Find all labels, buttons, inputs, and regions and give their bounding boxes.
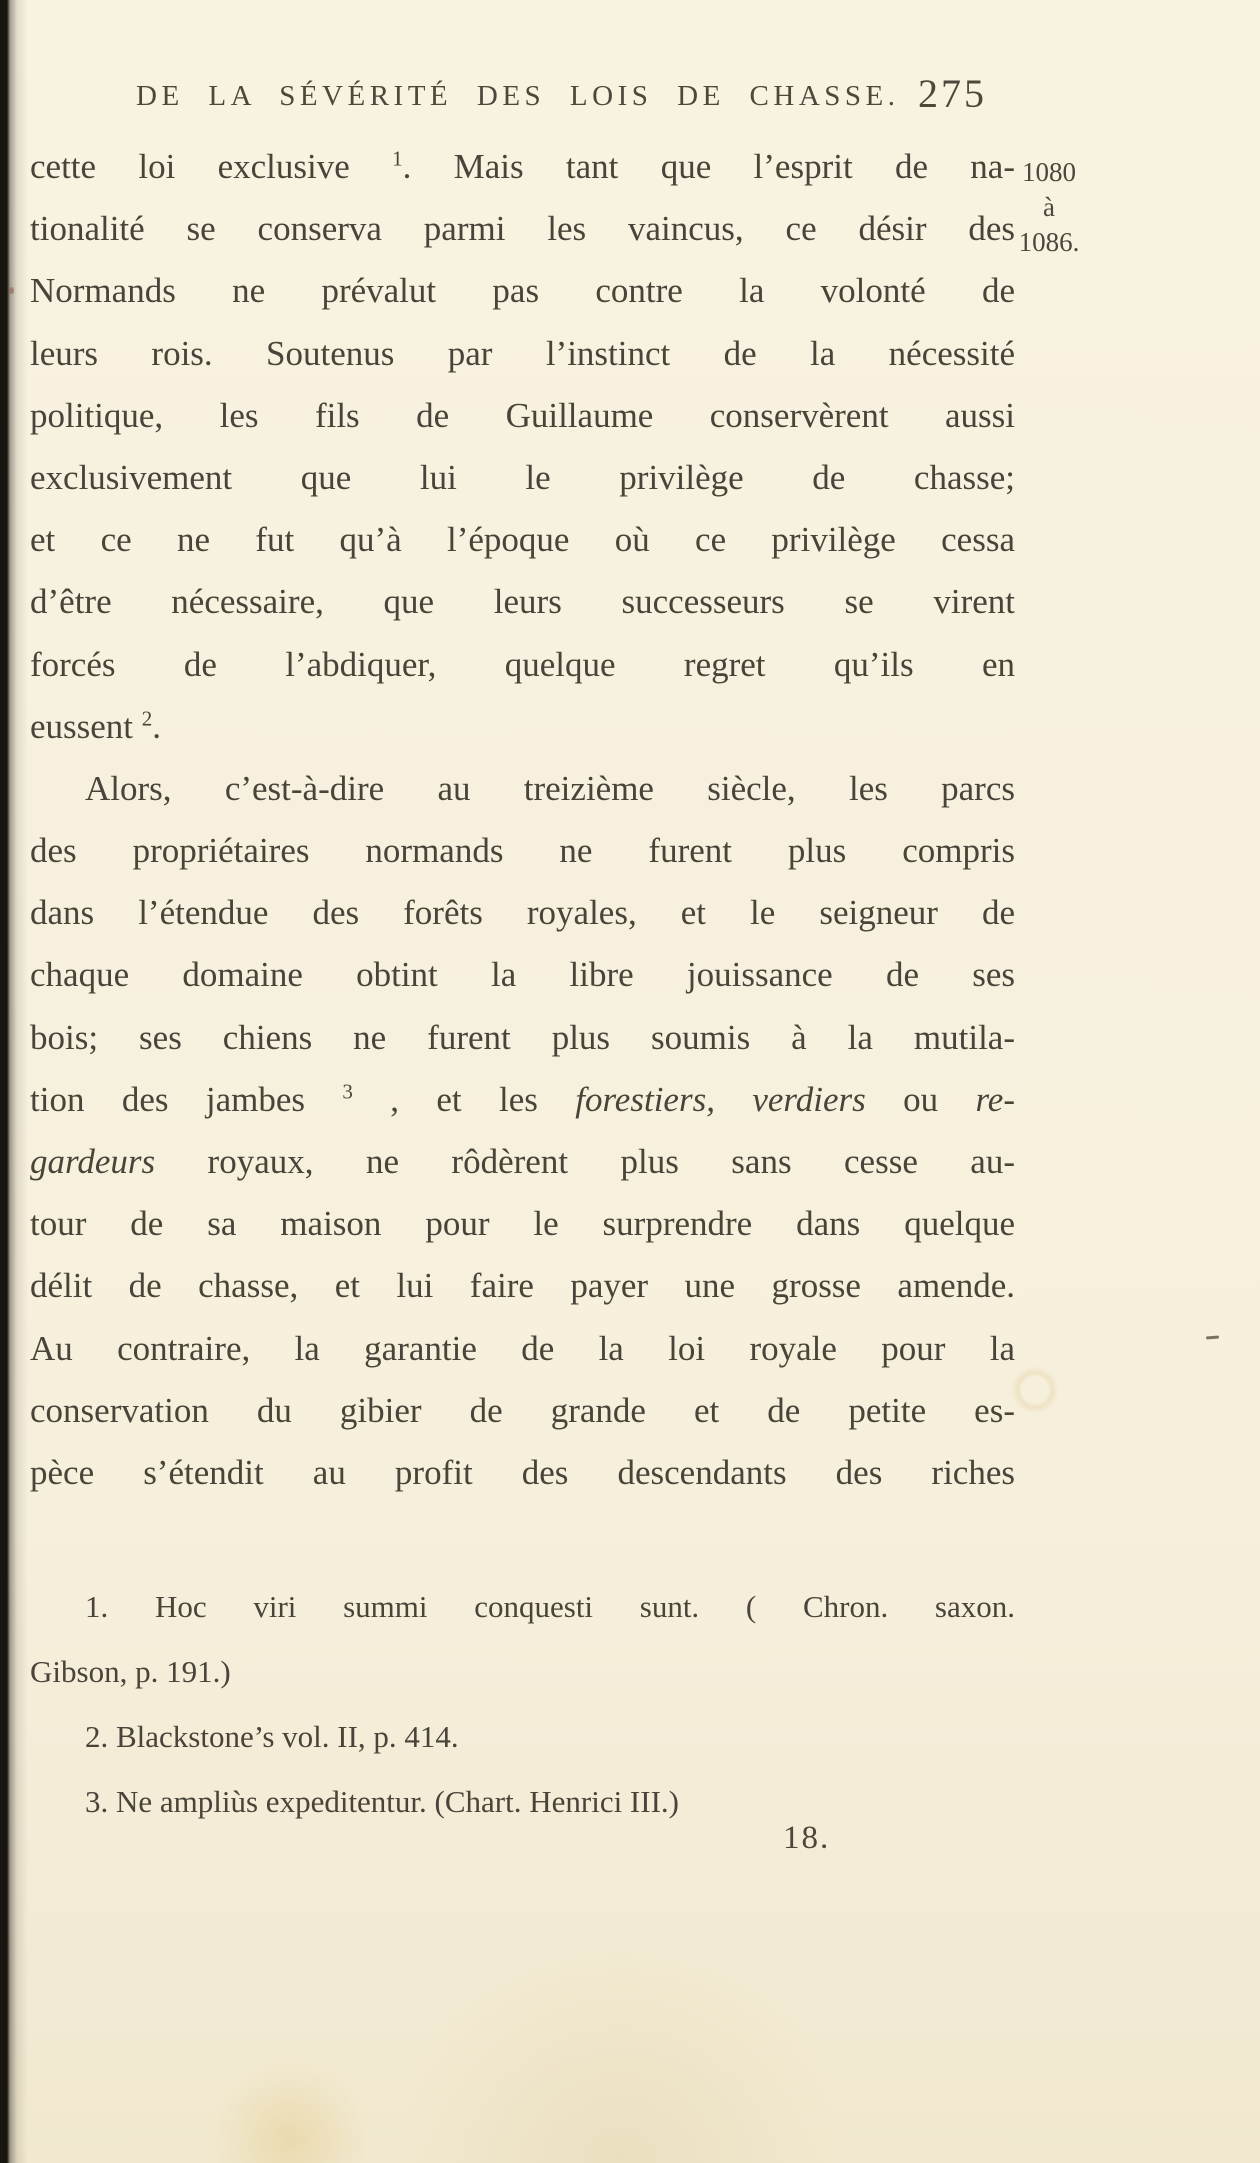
footnote-ref: 3 bbox=[342, 1079, 353, 1104]
text-line bbox=[30, 758, 1015, 820]
text-line bbox=[30, 198, 1015, 260]
text-line bbox=[30, 136, 1015, 198]
text-segment: ou bbox=[865, 1079, 976, 1119]
text-segment bbox=[715, 1080, 752, 1119]
text-line bbox=[30, 260, 1015, 322]
text-segment: délit de chasse, et lui faire payer une grosse amende. bbox=[30, 1266, 1015, 1306]
body-text bbox=[30, 136, 1015, 1504]
text-segment: re- bbox=[975, 1079, 1015, 1119]
text-line bbox=[30, 1639, 1015, 1704]
text-line bbox=[30, 385, 1015, 447]
text-segment: 1. Hoc viri summi conquesti sunt. ( Chron. saxon. bbox=[85, 1589, 1015, 1624]
text-segment: leurs rois. Soutenus par l’instinct de la nécessité bbox=[30, 333, 1015, 373]
ink-speck bbox=[1206, 1336, 1219, 1340]
text-line bbox=[30, 1769, 1015, 1834]
text-segment: . bbox=[152, 706, 162, 746]
margin-note-line: 1080 bbox=[1022, 157, 1076, 187]
text-segment: politique, les fils de Guillaume conservèrent aussi bbox=[30, 395, 1015, 435]
text-segment: 2. Blackstone’s vol. II, p. 414. bbox=[85, 1719, 459, 1754]
text-segment: et ce ne fut qu’à l’époque où ce privilège cessa bbox=[30, 520, 1015, 560]
text-segment: bois; ses chiens ne furent plus soumis à la mutila- bbox=[30, 1017, 1015, 1057]
text-line bbox=[30, 571, 1015, 633]
text-line bbox=[30, 447, 1015, 509]
text-line bbox=[30, 634, 1015, 696]
footnote-ref: 2 bbox=[141, 706, 153, 731]
margin-note-line: à bbox=[1043, 192, 1055, 222]
signature-mark: 18. bbox=[783, 1820, 831, 1856]
text-segment: Au contraire, la garantie de la loi royale pour la bbox=[30, 1328, 1015, 1368]
margin-date-note bbox=[1002, 155, 1096, 260]
text-line bbox=[30, 1574, 1015, 1639]
text-line bbox=[30, 1704, 1015, 1769]
text-segment: tion des jambes bbox=[30, 1079, 343, 1119]
text-line bbox=[30, 820, 1015, 882]
text-line bbox=[30, 1380, 1015, 1442]
text-segment: exclusivement que lui le privilège de chasse; bbox=[30, 457, 1015, 497]
text-segment: forestiers, bbox=[575, 1079, 715, 1119]
text-segment: Alors, c’est-à-dire au treizième siècle, les parcs bbox=[85, 768, 1015, 808]
text-line bbox=[30, 509, 1015, 571]
text-segment: dans l’étendue des forêts royales, et le seigneur de bbox=[30, 893, 1015, 933]
text-segment: verdiers bbox=[752, 1079, 866, 1119]
text-segment: des propriétaires normands ne furent plus compris bbox=[30, 831, 1015, 871]
text-line bbox=[30, 1318, 1015, 1380]
text-line bbox=[30, 882, 1015, 944]
margin-note-line: 1086. bbox=[1018, 227, 1080, 257]
text-segment: chaque domaine obtint la libre jouissance de ses bbox=[30, 955, 1015, 995]
paper-speck bbox=[9, 287, 14, 294]
text-line bbox=[30, 1255, 1015, 1317]
footnote-ref: 1 bbox=[392, 146, 403, 171]
binding-gutter-shadow bbox=[0, 0, 28, 2163]
text-line bbox=[30, 1442, 1015, 1504]
page-number: 275 bbox=[918, 71, 987, 116]
text-line bbox=[30, 1193, 1015, 1255]
text-segment: . Mais tant que l’esprit de na- bbox=[402, 147, 1015, 186]
text-segment: 3. Ne ampliùs expeditentur. (Chart. Henrici III.) bbox=[85, 1784, 679, 1819]
text-segment: royaux, ne rôdèrent plus sans cesse au- bbox=[155, 1142, 1015, 1181]
text-line bbox=[30, 323, 1015, 385]
text-segment: tour de sa maison pour le surprendre dans quelque bbox=[30, 1204, 1015, 1244]
text-segment: pèce s’étendit au profit des descendants des riches bbox=[30, 1452, 1015, 1492]
text-segment: conservation du gibier de grande et de petite es- bbox=[30, 1390, 1015, 1430]
text-segment: cette loi exclusive bbox=[30, 147, 393, 186]
text-segment: gardeurs bbox=[30, 1142, 156, 1181]
footnotes bbox=[30, 1574, 1015, 1834]
text-line bbox=[30, 944, 1015, 1006]
text-segment: , et les bbox=[352, 1079, 576, 1119]
text-segment: forcés de l’abdiquer, quelque regret qu’ils en bbox=[30, 644, 1015, 684]
text-line bbox=[30, 696, 1015, 758]
text-segment: Normands ne prévalut pas contre la volonté de bbox=[30, 271, 1015, 311]
text-segment: Gibson, p. 191.) bbox=[30, 1654, 231, 1689]
text-line bbox=[30, 1131, 1015, 1193]
text-segment: d’être nécessaire, que leurs successeurs se virent bbox=[30, 582, 1015, 622]
text-segment: tionalité se conserva parmi les vaincus, ce désir des bbox=[30, 209, 1015, 249]
running-header-title: DE LA SÉVÉRITÉ DES LOIS DE CHASSE. bbox=[136, 80, 900, 112]
text-segment: eussent bbox=[30, 706, 142, 746]
text-line bbox=[30, 1007, 1015, 1069]
text-line bbox=[30, 1069, 1015, 1131]
